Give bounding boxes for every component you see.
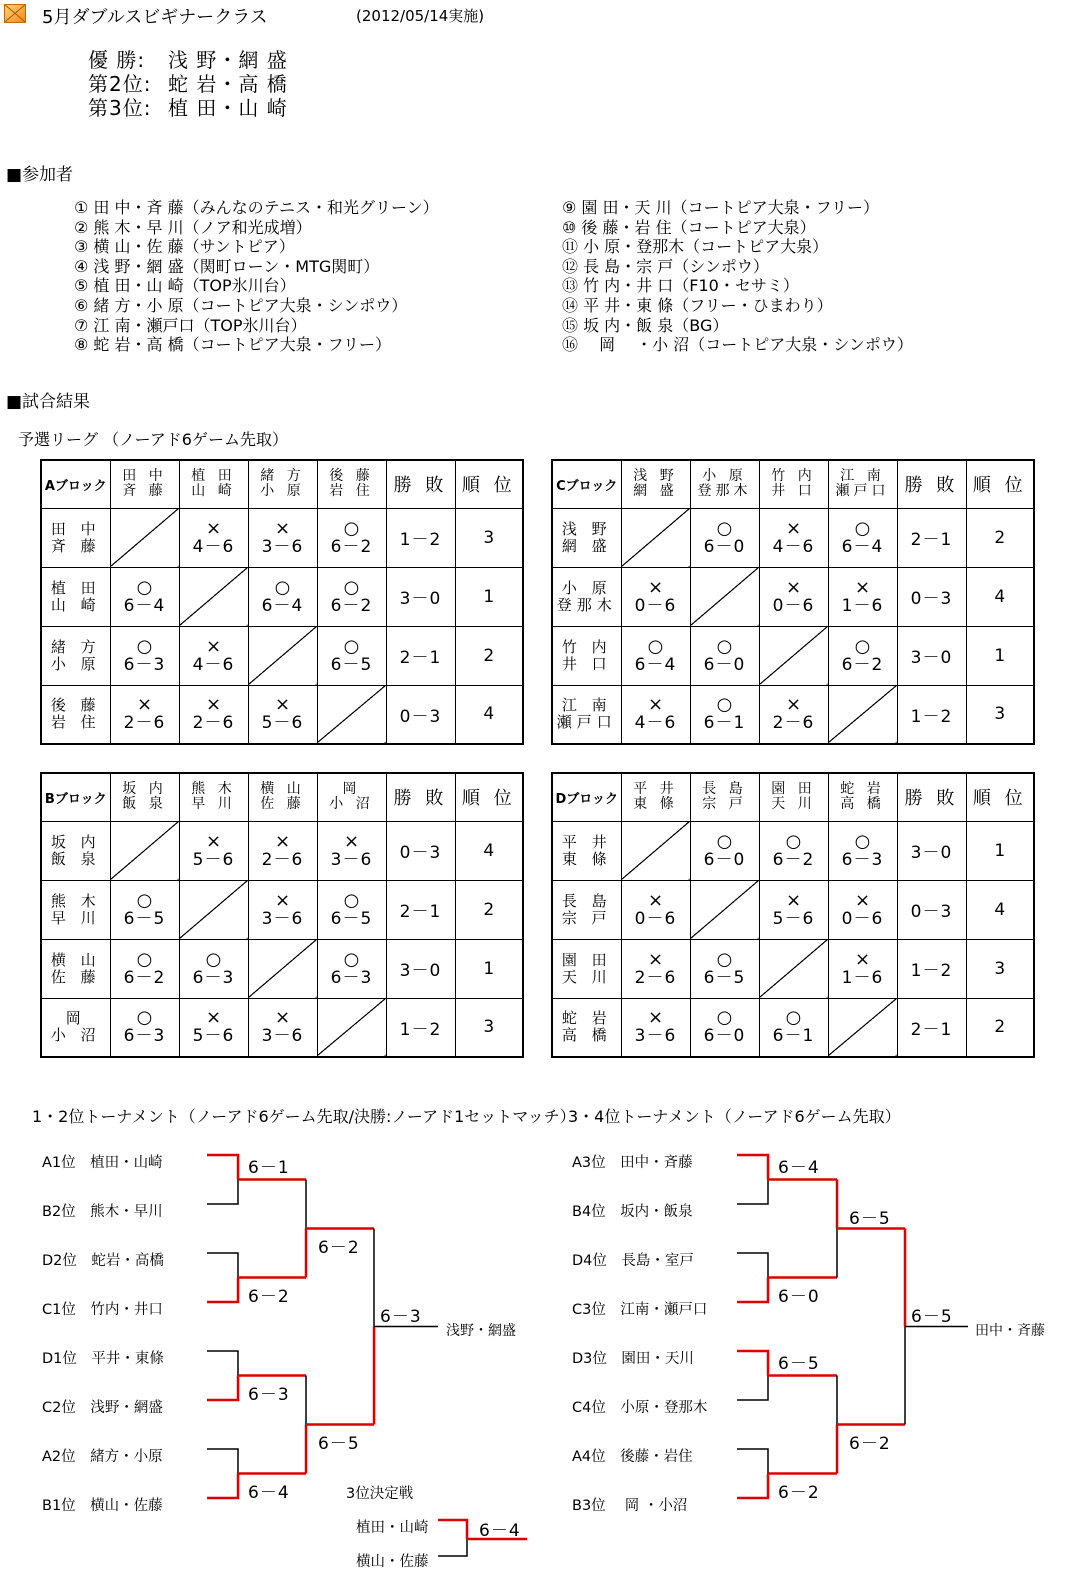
result-symbol: ○ — [343, 635, 360, 657]
result-score: 6－4 — [634, 654, 677, 675]
participant-item: ⑩ 後 藤・岩 住（コートピア大泉） — [562, 217, 816, 237]
participant-item: ⑦ 江 南・瀬戸口（TOP氷川台） — [74, 315, 307, 335]
result-symbol: ○ — [343, 889, 360, 911]
winloss-value: 2－1 — [910, 1019, 953, 1040]
team-name-line: 竹 内 — [771, 468, 816, 485]
rank-value: 4 — [483, 704, 495, 725]
team-name-line: 小 原 — [260, 483, 305, 500]
result-score: 3－6 — [261, 908, 304, 929]
result-symbol: ○ — [785, 1007, 802, 1029]
team-name-line: 岡 — [65, 1009, 86, 1028]
third-place-entry: 横山・佐藤 — [356, 1554, 429, 1570]
third-place-score: 6－4 — [479, 1521, 521, 1541]
block-name-text: Cブロック — [556, 478, 618, 494]
winloss-value: 3－0 — [910, 843, 953, 863]
result-symbol: ○ — [647, 635, 664, 657]
rank-header-text: 順 位 — [972, 788, 1027, 810]
team-name-line: 坂 内 — [122, 781, 167, 798]
bracket-entry: B2位 熊木・早川 — [42, 1204, 163, 1220]
bracket-entry: C4位 小原・登那木 — [572, 1400, 708, 1416]
bracket-entry: A4位 後藤・岩住 — [572, 1449, 693, 1465]
result-symbol: ○ — [343, 948, 360, 970]
final-score: 6－5 — [911, 1306, 953, 1327]
team-name-line: 飯 泉 — [50, 849, 101, 868]
result-score: 6－5 — [330, 654, 373, 675]
bracket-line — [737, 1253, 768, 1278]
team-name-line: 平 井 — [561, 832, 612, 851]
team-name-line: 東 條 — [561, 849, 612, 868]
team-name-line: 園 田 — [771, 781, 816, 798]
result-symbol: ○ — [716, 1007, 733, 1029]
results-heading: ■試合結果 — [6, 392, 91, 412]
participant-item: ⑧ 蛇 岩・高 橋（コートピア大泉・フリー） — [74, 335, 391, 355]
winloss-header-text: 勝 敗 — [393, 475, 448, 497]
team-name-line: 井 口 — [771, 483, 816, 500]
team-name-line: 飯 泉 — [122, 796, 167, 813]
result-symbol: ○ — [716, 694, 733, 716]
team-name-line: 竹 内 — [561, 637, 612, 656]
result-score: 6－4 — [841, 536, 884, 557]
prelim-heading: 予選リーグ （ノーアド6ゲーム先取） — [18, 430, 288, 449]
result-symbol: ○ — [854, 635, 871, 657]
bracket-line — [438, 1539, 467, 1556]
winloss-value: 1－2 — [910, 961, 953, 981]
winloss-value: 1－2 — [910, 706, 953, 727]
team-name-line: 田 中 — [122, 468, 167, 485]
result-score: 0－6 — [772, 595, 815, 616]
result-score: 5－6 — [192, 1026, 235, 1047]
bracket-entry: D4位 長島・室戸 — [572, 1253, 694, 1269]
rank-header-text: 順 位 — [461, 788, 516, 810]
result-score: 6－1 — [772, 1026, 815, 1047]
team-name-line: 江 南 — [561, 696, 612, 715]
winloss-header-text: 勝 敗 — [904, 788, 959, 810]
winner-label: 優 勝: — [88, 48, 146, 72]
team-name-line: 瀬戸口 — [835, 483, 890, 500]
participant-item: ⑨ 園 田・天 川（コートピア大泉・フリー） — [562, 198, 879, 217]
rank-value: 1 — [994, 645, 1006, 666]
participant-item: ② 熊 木・早 川（ノア和光成増） — [74, 217, 312, 237]
team-name-line: 天 川 — [771, 796, 816, 813]
winloss-value: 0－3 — [910, 589, 953, 609]
result-score: 6－0 — [703, 849, 746, 870]
result-score: 5－6 — [192, 849, 235, 870]
participant-item: ⑮ 坂 内・飯 泉（BG） — [562, 315, 729, 335]
team-name-line: 岩 住 — [50, 713, 101, 732]
result-symbol: × — [785, 889, 802, 911]
bracket-line — [207, 1278, 238, 1303]
team-name-line: 高 橋 — [561, 1026, 612, 1045]
result-score: 6－2 — [330, 595, 373, 616]
block-name-text: Dブロック — [555, 791, 619, 807]
result-symbol: ○ — [343, 576, 360, 598]
team-name-line: 山 崎 — [191, 483, 236, 500]
winloss-value: 3－0 — [910, 648, 953, 668]
round2-score: 6－5 — [318, 1433, 360, 1454]
result-symbol: × — [854, 576, 871, 598]
team-name-line: 天 川 — [561, 967, 612, 986]
team-name-line: 坂 内 — [50, 832, 101, 851]
result-score: 1－6 — [841, 967, 884, 988]
result-score: 6－3 — [330, 967, 373, 988]
team-name-line: 横 山 — [260, 781, 305, 798]
result-symbol: × — [274, 517, 291, 539]
result-symbol: × — [274, 1007, 291, 1029]
bracket-entry: B3位 岡 ・小沼 — [572, 1498, 688, 1514]
result-score: 6－2 — [123, 967, 166, 988]
page-title: 5月ダブルスビギナークラス — [42, 7, 268, 28]
bracket-line — [737, 1474, 768, 1499]
result-score: 6－0 — [703, 1026, 746, 1047]
result-symbol: × — [205, 517, 222, 539]
result-symbol: × — [647, 576, 664, 598]
result-score: 2－6 — [192, 713, 235, 734]
result-symbol: × — [647, 694, 664, 716]
result-symbol: ○ — [716, 517, 733, 539]
team-name-line: 東 條 — [633, 796, 678, 813]
bracket-entry: D1位 平井・東條 — [42, 1351, 164, 1367]
result-score: 6－5 — [123, 908, 166, 929]
winloss-header-text: 勝 敗 — [904, 475, 959, 497]
bracket-line — [737, 1351, 768, 1376]
result-score: 6－5 — [703, 967, 746, 988]
team-name-line: 園 田 — [561, 950, 612, 969]
winloss-value: 2－1 — [910, 530, 953, 550]
participant-item: ⑬ 竹 内・井 口（F10・セサミ） — [562, 276, 799, 296]
rank-value: 2 — [483, 645, 495, 666]
bracket-entry: C1位 竹内・井口 — [42, 1302, 163, 1318]
team-name-line: 斉 藤 — [50, 536, 101, 555]
participants-heading: ■参加者 — [6, 165, 74, 185]
result-score: 6－2 — [330, 536, 373, 557]
round1-score: 6－4 — [778, 1157, 820, 1178]
bracket-line — [737, 1278, 768, 1303]
bracket-entry: D3位 園田・天川 — [572, 1351, 694, 1367]
block-name-text: Bブロック — [44, 791, 107, 807]
team-name-line: 熊 木 — [50, 891, 101, 910]
winner-names: 蛇 岩・高 橋 — [168, 72, 288, 96]
team-name-line: 瀬戸口 — [556, 713, 617, 732]
team-name-line: 浅 野 — [633, 468, 678, 485]
result-symbol: ○ — [136, 889, 153, 911]
round1-score: 6－3 — [248, 1384, 290, 1405]
team-name-line: 長 島 — [702, 781, 747, 798]
winloss-value: 2－1 — [399, 648, 442, 668]
rank-header-text: 順 位 — [461, 475, 516, 497]
result-score: 2－6 — [772, 713, 815, 734]
team-name-line: 網 盛 — [633, 483, 678, 500]
result-score: 6－3 — [123, 1026, 166, 1047]
winloss-value: 0－3 — [399, 706, 442, 727]
team-name-line: 佐 藤 — [50, 967, 101, 986]
result-symbol: × — [205, 1007, 222, 1029]
team-name-line: 平 井 — [633, 781, 678, 798]
result-symbol: × — [647, 948, 664, 970]
winloss-value: 0－3 — [399, 843, 442, 863]
result-score: 2－6 — [123, 713, 166, 734]
result-score: 3－6 — [330, 849, 373, 870]
team-name-line: 早 川 — [50, 908, 101, 927]
result-symbol: ○ — [136, 576, 153, 598]
team-name-line: 高 橋 — [840, 796, 885, 813]
result-score: 3－6 — [261, 1026, 304, 1047]
bracket-line — [207, 1474, 238, 1499]
rank-value: 2 — [994, 1017, 1006, 1038]
result-symbol: ○ — [205, 948, 222, 970]
result-symbol: ○ — [854, 830, 871, 852]
result-symbol: × — [647, 889, 664, 911]
result-score: 6－3 — [841, 849, 884, 870]
result-score: 6－4 — [123, 595, 166, 616]
round2-score: 6－2 — [849, 1433, 891, 1454]
bracket-line — [207, 1449, 238, 1474]
result-symbol: × — [274, 694, 291, 716]
result-symbol: ○ — [716, 635, 733, 657]
round1-score: 6－5 — [778, 1353, 820, 1374]
winloss-value: 0－3 — [910, 902, 953, 922]
team-name-line: 浅 野 — [561, 519, 612, 538]
team-name-line: 緒 方 — [50, 637, 101, 656]
result-score: 6－3 — [123, 654, 166, 675]
bracket-line — [737, 1449, 768, 1474]
round1-score: 6－0 — [778, 1286, 820, 1307]
team-name-line: 後 藤 — [50, 696, 101, 715]
team-name-line: 山 崎 — [50, 595, 101, 614]
bracket-entry: A3位 田中・斉藤 — [572, 1155, 693, 1171]
result-symbol: × — [785, 694, 802, 716]
team-name-line: 登那木 — [697, 483, 752, 500]
rank-value: 3 — [483, 1017, 495, 1038]
participant-item: ④ 浅 野・網 盛（関町ローン・MTG関町） — [74, 256, 380, 276]
result-score: 2－6 — [261, 849, 304, 870]
team-name-line: 後 藤 — [329, 468, 374, 485]
result-symbol: × — [274, 830, 291, 852]
result-score: 4－6 — [634, 713, 677, 734]
bracket-entry: D2位 蛇岩・高橋 — [42, 1253, 164, 1269]
result-symbol: ○ — [136, 1007, 153, 1029]
round1-score: 6－4 — [248, 1482, 290, 1503]
result-score: 6－2 — [841, 654, 884, 675]
rank-value: 2 — [483, 899, 495, 920]
result-score: 0－6 — [634, 595, 677, 616]
rank-value: 4 — [994, 899, 1006, 920]
bracket-line — [438, 1520, 467, 1539]
result-symbol: × — [854, 889, 871, 911]
team-name-line: 岩 住 — [329, 483, 374, 500]
winloss-value: 3－0 — [399, 961, 442, 981]
team-name-line: 蛇 岩 — [840, 781, 885, 798]
result-symbol: × — [274, 889, 291, 911]
bracket-line — [737, 1155, 768, 1180]
result-score: 6－0 — [703, 536, 746, 557]
participant-item: ③ 横 山・佐 藤（サントピア） — [74, 237, 295, 257]
bracket-entry: C3位 江南・瀬戸口 — [572, 1302, 708, 1318]
result-score: 1－6 — [841, 595, 884, 616]
result-score: 6－5 — [330, 908, 373, 929]
bracket-line — [207, 1253, 238, 1278]
winner-label: 第3位: — [88, 96, 152, 120]
team-name-line: 小 原 — [561, 578, 612, 597]
bracket-line — [207, 1180, 238, 1205]
winloss-value: 1－2 — [399, 1019, 442, 1040]
result-score: 0－6 — [634, 908, 677, 929]
tournament1-heading: 1・2位トーナメント（ノーアド6ゲーム先取/決勝:ノーアド1セットマッチ） — [32, 1107, 576, 1126]
result-symbol: ○ — [274, 576, 291, 598]
result-symbol: × — [785, 517, 802, 539]
result-symbol: ○ — [136, 635, 153, 657]
winner-names: 浅 野・網 盛 — [168, 48, 288, 72]
rank-header-text: 順 位 — [972, 475, 1027, 497]
participant-item: ⑪ 小 原・登那木（コートピア大泉） — [562, 237, 829, 257]
winner-label: 第2位: — [88, 72, 152, 96]
bracket-entry: B4位 坂内・飯泉 — [572, 1204, 693, 1220]
winloss-value: 2－1 — [399, 902, 442, 922]
result-symbol: × — [205, 830, 222, 852]
winloss-value: 3－0 — [399, 589, 442, 609]
rank-value: 1 — [483, 586, 495, 607]
team-name-line: 植 田 — [50, 578, 101, 597]
result-symbol: × — [785, 576, 802, 598]
bracket-entry: C2位 浅野・網盛 — [42, 1400, 163, 1416]
result-symbol: ○ — [343, 517, 360, 539]
team-name-line: 小 原 — [702, 468, 747, 485]
bracket-line — [737, 1376, 768, 1401]
result-score: 0－6 — [841, 908, 884, 929]
result-symbol: × — [205, 694, 222, 716]
result-score: 2－6 — [634, 967, 677, 988]
bracket-line — [207, 1155, 238, 1180]
result-score: 6－3 — [192, 967, 235, 988]
rank-value: 3 — [994, 958, 1006, 979]
bracket-entry: B1位 横山・佐藤 — [42, 1498, 163, 1514]
participant-item: ① 田 中・斉 藤（みんなのテニス・和光グリーン） — [74, 198, 439, 217]
result-score: 6－1 — [703, 713, 746, 734]
result-symbol: × — [205, 635, 222, 657]
team-name-line: 田 中 — [50, 519, 101, 538]
team-name-line: 佐 藤 — [260, 796, 305, 813]
result-score: 6－0 — [703, 654, 746, 675]
result-score: 3－6 — [634, 1026, 677, 1047]
bracket-entry: A1位 植田・山崎 — [42, 1155, 163, 1171]
rank-value: 4 — [483, 840, 495, 861]
participant-item: ⑥ 緒 方・小 原（コートピア大泉・シンポウ） — [74, 296, 408, 315]
result-symbol: ○ — [854, 517, 871, 539]
winloss-header-text: 勝 敗 — [393, 788, 448, 810]
winner-names: 植 田・山 崎 — [168, 96, 288, 120]
result-score: 6－4 — [261, 595, 304, 616]
result-score: 5－6 — [261, 713, 304, 734]
result-symbol: × — [343, 830, 360, 852]
champion-name: 田中・斉藤 — [975, 1322, 1045, 1339]
result-symbol: ○ — [785, 830, 802, 852]
rank-value: 1 — [483, 958, 495, 979]
team-name-line: 長 島 — [561, 891, 612, 910]
third-place-entry: 植田・山崎 — [356, 1520, 429, 1536]
tournament2-heading: 3・4位トーナメント（ノーアド6ゲーム先取） — [568, 1107, 901, 1126]
round1-score: 6－2 — [778, 1482, 820, 1503]
rank-value: 2 — [994, 527, 1006, 548]
team-name-line: 岡 — [342, 781, 361, 798]
result-symbol: × — [854, 948, 871, 970]
bracket-line — [207, 1376, 238, 1401]
team-name-line: 江 南 — [840, 468, 885, 485]
round1-score: 6－1 — [248, 1157, 290, 1178]
result-symbol: ○ — [136, 948, 153, 970]
third-place-heading: 3位決定戦 — [346, 1486, 414, 1502]
participant-item: ⑤ 植 田・山 崎（TOP氷川台） — [74, 276, 296, 296]
participant-item: ⑯ 岡 ・小 沼（コートピア大泉・シンポウ） — [562, 335, 913, 355]
team-name-line: 小 沼 — [329, 796, 374, 813]
champion-name: 浅野・網盛 — [446, 1322, 516, 1339]
result-score: 3－6 — [261, 536, 304, 557]
result-symbol: ○ — [716, 948, 733, 970]
result-score: 6－2 — [772, 849, 815, 870]
team-name-line: 宗 戸 — [702, 796, 747, 813]
team-name-line: 蛇 岩 — [561, 1009, 612, 1028]
result-symbol: ○ — [716, 830, 733, 852]
round2-score: 6－2 — [318, 1237, 360, 1258]
result-score: 4－6 — [192, 536, 235, 557]
team-name-line: 斉 藤 — [122, 483, 167, 500]
block-name-text: Aブロック — [44, 478, 107, 494]
result-score: 4－6 — [772, 536, 815, 557]
result-score: 4－6 — [192, 654, 235, 675]
rank-value: 4 — [994, 586, 1006, 607]
round1-score: 6－2 — [248, 1286, 290, 1307]
team-name-line: 早 川 — [191, 796, 236, 813]
team-name-line: 熊 木 — [191, 781, 236, 798]
team-name-line: 植 田 — [191, 468, 236, 485]
bracket-line — [737, 1180, 768, 1205]
result-symbol: × — [647, 1007, 664, 1029]
bracket-line — [207, 1351, 238, 1376]
rank-value: 1 — [994, 840, 1006, 861]
team-name-line: 横 山 — [50, 950, 101, 969]
result-score: 5－6 — [772, 908, 815, 929]
bracket-entry: A2位 緒方・小原 — [42, 1449, 163, 1465]
rank-value: 3 — [483, 527, 495, 548]
participant-item: ⑭ 平 井・東 條（フリー・ひまわり） — [562, 296, 833, 315]
team-name-line: 小 沼 — [50, 1026, 101, 1045]
team-name-line: 小 原 — [50, 654, 101, 673]
team-name-line: 井 口 — [561, 654, 612, 673]
event-date: (2012/05/14実施) — [356, 7, 485, 25]
rank-value: 3 — [994, 704, 1006, 725]
round2-score: 6－5 — [849, 1208, 891, 1229]
participant-item: ⑫ 長 島・宗 戸（シンポウ） — [562, 256, 769, 276]
result-symbol: × — [136, 694, 153, 716]
team-name-line: 網 盛 — [561, 536, 612, 555]
final-score: 6－3 — [380, 1306, 422, 1327]
team-name-line: 宗 戸 — [561, 908, 612, 927]
winloss-value: 1－2 — [399, 530, 442, 550]
team-name-line: 登那木 — [556, 595, 617, 614]
team-name-line: 緒 方 — [260, 468, 305, 485]
